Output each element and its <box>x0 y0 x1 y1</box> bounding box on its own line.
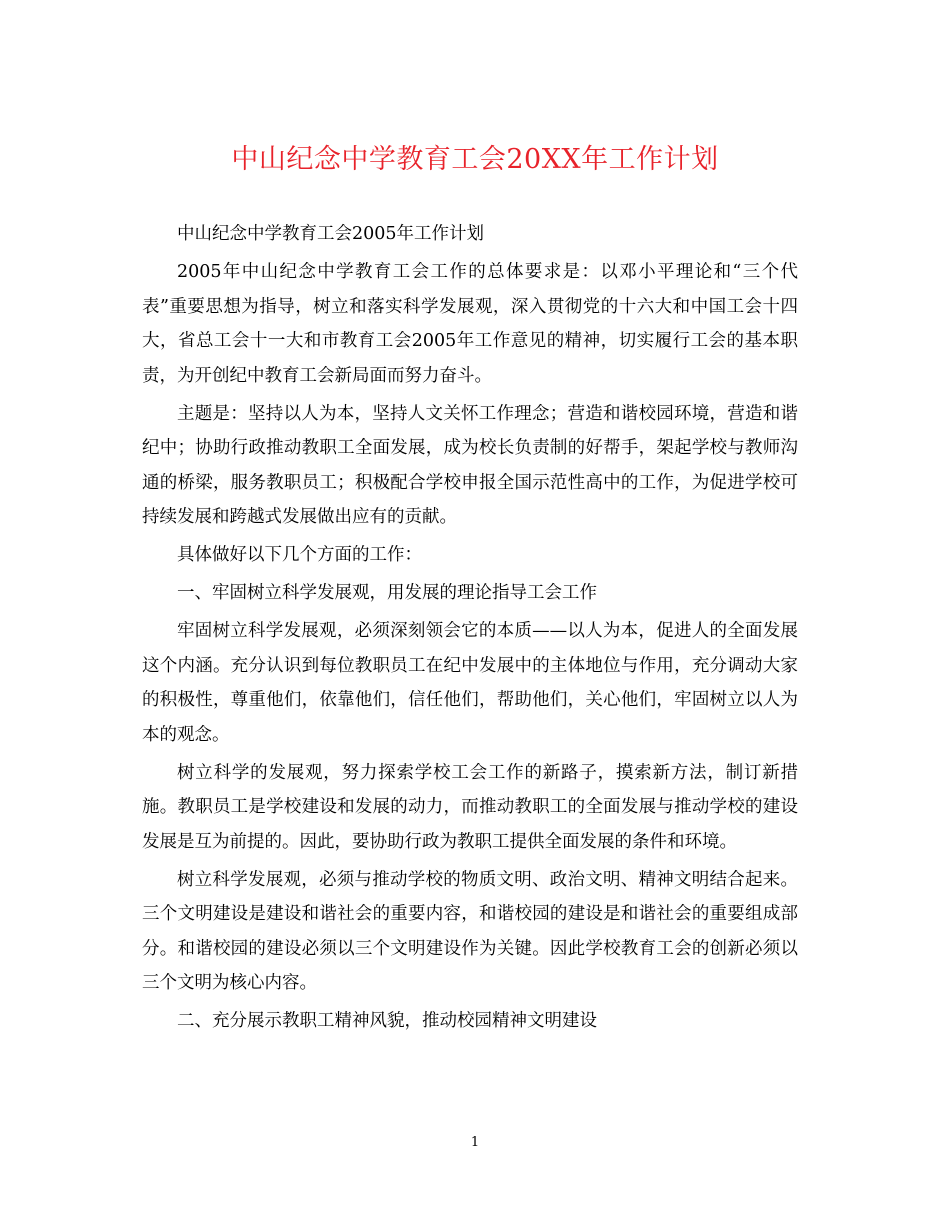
section-heading-two: 二、充分展示教职工精神风貌，推动校园精神文明建设 <box>177 1011 597 1031</box>
document-body <box>142 217 798 1042</box>
page-number: 1 <box>470 1135 480 1150</box>
paragraph-theme: 主题是：坚持以人为本，坚持人文关怀工作理念；营造和谐校园环境，营造和谐纪中；协助行政推动教职工全面发展，成为校长负责制的好帮手，架起学校与教师沟通的桥梁，服务教职员工；积极配合学校申报全国示范性高中的工作，为促进学校可持续发展和跨越式发展做出应有的贡献。 <box>142 403 798 527</box>
paragraph-three-civilizations: 树立科学发展观，必须与推动学校的物质文明、政治文明、精神文明结合起来。三个文明建设是建设和谐社会的重要内容，和谐校园的建设是和谐社会的重要组成部分。和谐校园的建设必须以三个文明建设作为关键。因此学校教育工会的创新必须以三个文明为核心内容。 <box>142 869 798 993</box>
paragraph-general-requirements: 2005年中山纪念中学教育工会工作的总体要求是：以邓小平理论和“三个代表”重要思想为指导，树立和落实科学发展观，深入贯彻党的十六大和中国工会十四大，省总工会十一大和市教育工会2005年工作意见的精神，切实履行工会的基本职责，为开创纪中教育工会新局面而努力奋斗。 <box>142 262 798 386</box>
paragraph-new-methods: 树立科学的发展观，努力探索学校工会工作的新路子，摸索新方法，制订新措施。教职员工是学校建设和发展的动力，而推动教职工的全面发展与推动学校的建设发展是互为前提的。因此，要协助行政为教职工提供全面发展的条件和环境。 <box>142 762 798 852</box>
paragraph-specific-work-intro: 具体做好以下几个方面的工作： <box>177 545 422 565</box>
document-title: 中山纪念中学教育工会20XX年工作计划 <box>231 144 719 175</box>
paragraph-people-oriented: 牢固树立科学发展观，必须深刻领会它的本质——以人为本，促进人的全面发展这个内涵。充分认识到每位教职员工在纪中发展中的主体地位与作用，充分调动大家的积极性，尊重他们，依靠他们，信任他们，帮助他们，关心他们，牢固树立以人为本的观念。 <box>142 621 798 745</box>
section-heading-one: 一、牢固树立科学发展观，用发展的理论指导工会工作 <box>177 583 597 603</box>
paragraph-subtitle: 中山纪念中学教育工会2005年工作计划 <box>177 224 485 244</box>
